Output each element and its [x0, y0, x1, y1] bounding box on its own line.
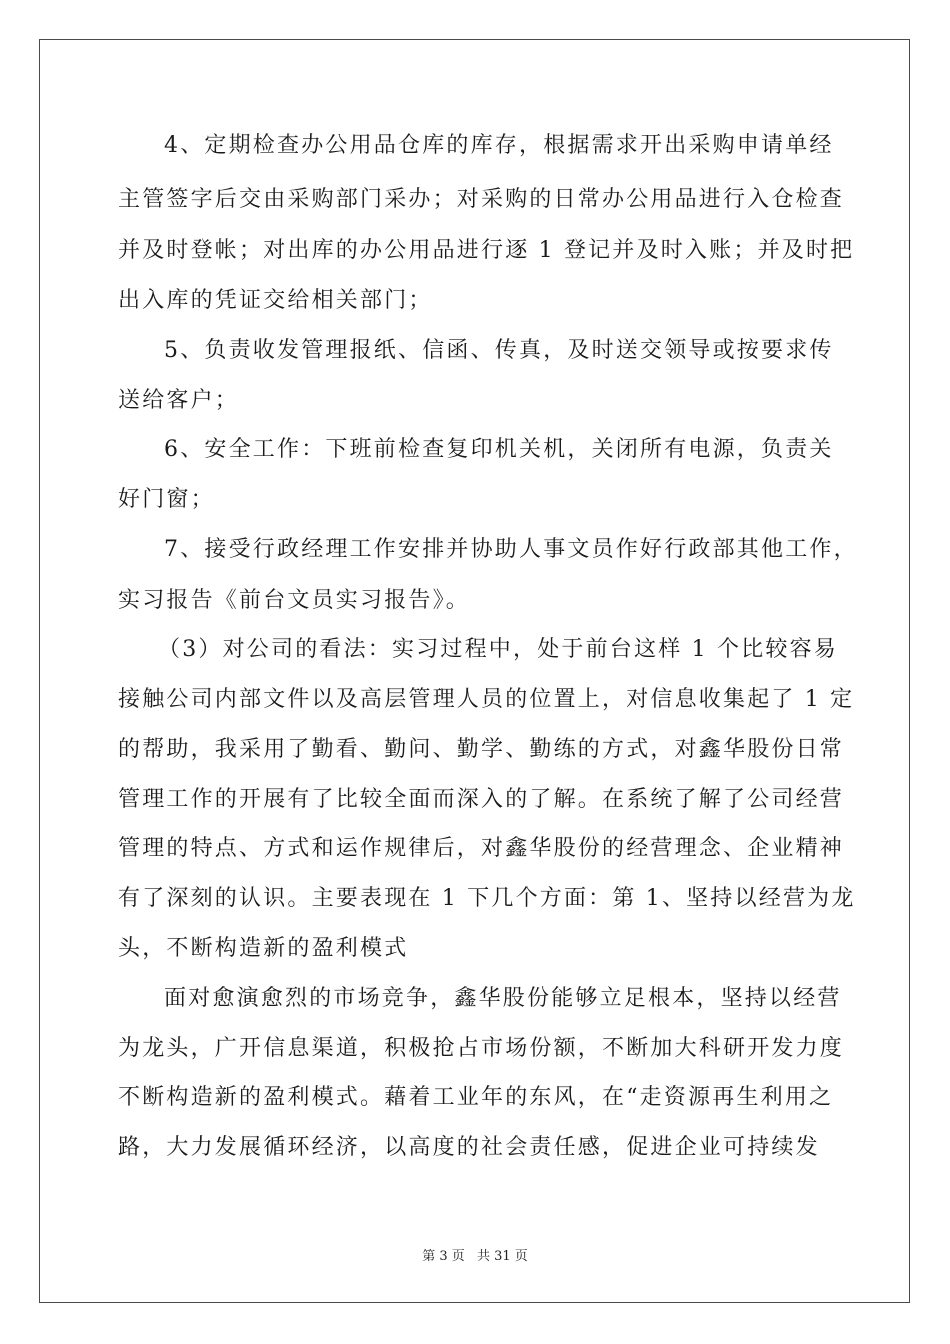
text-line: 接触公司内部文件以及高层管理人员的位置上，对信息收集起了 1 定	[118, 687, 855, 712]
text-line: 实习报告《前台文员实习报告》。	[118, 588, 471, 613]
text-line: 出入库的凭证交给相关部门；	[118, 288, 433, 313]
text-line: 有了深刻的认识。主要表现在 1 下几个方面：第 1、坚持以经营为龙	[118, 886, 856, 911]
text-line: 送给客户；	[118, 388, 240, 413]
text-line: 好门窗；	[118, 487, 215, 512]
text-line: 管理工作的开展有了比较全面而深入的了解。在系统了解了公司经营	[118, 787, 845, 812]
text-line: 的帮助，我采用了勤看、勤问、勤学、勤练的方式，对鑫华股份日常	[118, 737, 845, 762]
text-line: 路，大力发展循环经济，以高度的社会责任感，促进企业可持续发	[118, 1135, 820, 1160]
text-line: 4、定期检查办公用品仓库的库存，根据需求开出采购申请单经	[164, 133, 834, 158]
text-line: 管理的特点、方式和运作规律后，对鑫华股份的经营理念、企业精神	[118, 836, 845, 861]
text-line: 并及时登帐；对出库的办公用品进行逐 1 登记并及时入账；并及时把	[118, 238, 855, 263]
text-line: 6、安全工作：下班前检查复印机关机，关闭所有电源，负责关	[164, 437, 834, 462]
page-number: 第 3 页	[422, 1249, 465, 1264]
text-line: 7、接受行政经理工作安排并协助人事文员作好行政部其他工作，	[164, 537, 858, 562]
text-line: 头，不断构造新的盈利模式	[118, 936, 409, 961]
page-footer	[0, 1245, 950, 1264]
text-line: （3）对公司的看法：实习过程中，处于前台这样 1 个比较容易	[158, 637, 838, 662]
text-line: 为龙头，广开信息渠道，积极抢占市场份额，不断加大科研开发力度	[118, 1036, 845, 1061]
text-line: 面对愈演愈烈的市场竞争，鑫华股份能够立足根本，坚持以经营	[164, 986, 842, 1011]
page-total: 共 31 页	[476, 1249, 528, 1264]
text-line: 不断构造新的盈利模式。藉着工业年的东风，在“走资源再生利用之	[118, 1085, 834, 1110]
text-line: 5、负责收发管理报纸、信函、传真，及时送交领导或按要求传	[164, 338, 834, 363]
text-line: 主管签字后交由采购部门采办；对采购的日常办公用品进行入仓检查	[118, 187, 845, 212]
